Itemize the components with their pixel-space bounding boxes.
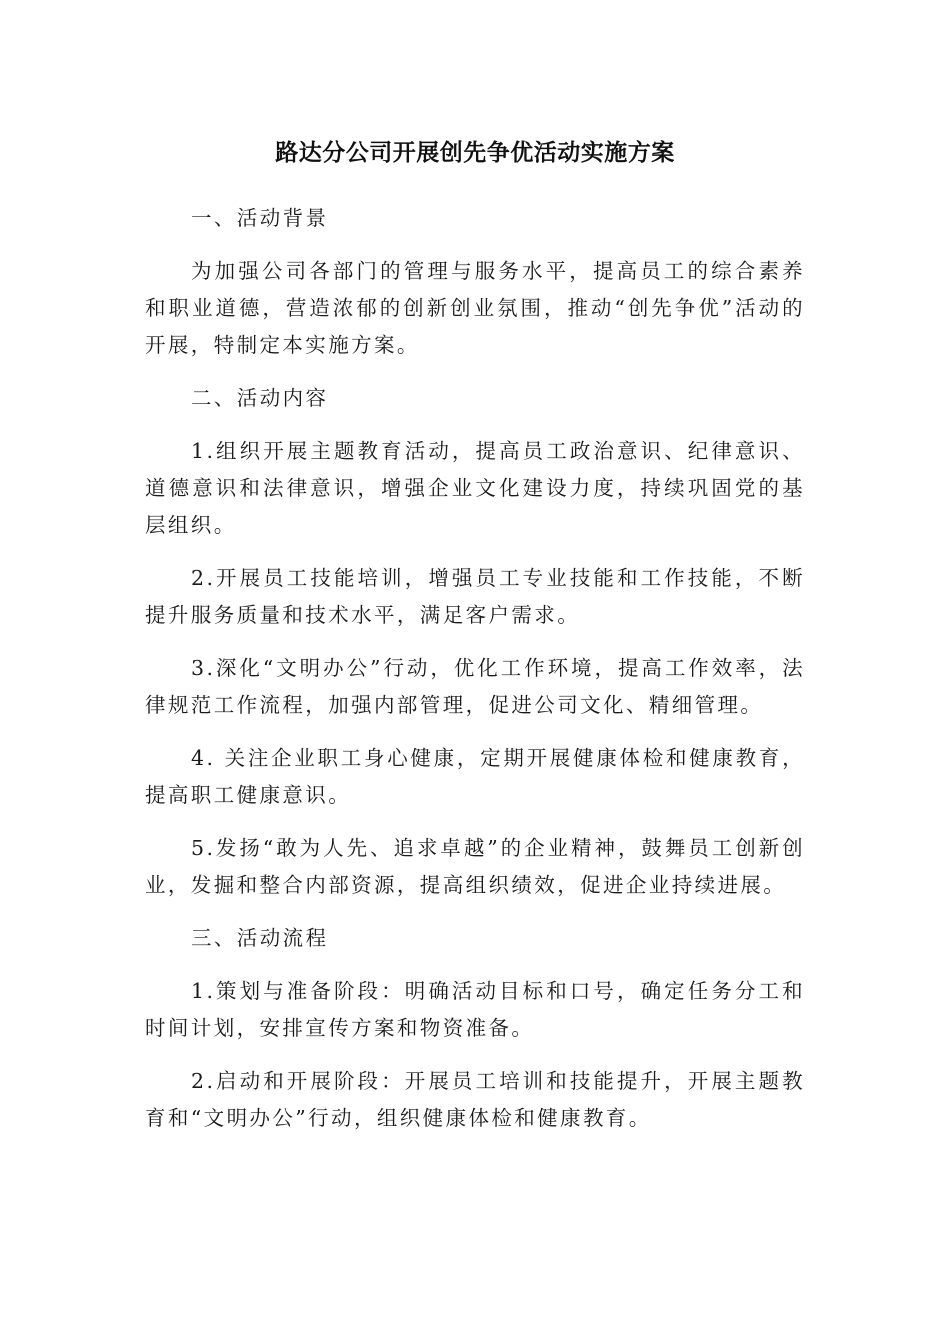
document-title: 路达分公司开展创先争优活动实施方案: [275, 140, 675, 166]
content-item-2: 2.开展员工技能培训，增强员工专业技能和工作技能，不断提升服务质量和技术水平，满足客户需求。: [145, 566, 805, 627]
content-item-3: 3.深化“文明办公”行动，优化工作环境，提高工作效率，法律规范工作流程，加强内部管理，促进公司文化、精细管理。: [145, 656, 805, 717]
section-heading-process: 三、活动流程: [191, 926, 329, 950]
content-item-4: 4. 关注企业职工身心健康，定期开展健康体检和健康教育，提高职工健康意识。: [145, 746, 805, 807]
process-item-1: 1.策划与准备阶段：明确活动目标和口号，确定任务分工和时间计划，安排宣传方案和物资准备。: [145, 979, 805, 1040]
content-item-1: 1.组织开展主题教育活动，提高员工政治意识、纪律意识、道德意识和法律意识，增强企业文化建设力度，持续巩固党的基层组织。: [145, 439, 805, 537]
process-item-2: 2.启动和开展阶段：开展员工培训和技能提升，开展主题教育和“文明办公”行动，组织健康体检和健康教育。: [145, 1069, 805, 1130]
section-heading-background: 一、活动背景: [191, 206, 329, 230]
section-heading-content: 二、活动内容: [191, 386, 329, 410]
document-body: [145, 200, 805, 1153]
paragraph-background: 为加强公司各部门的管理与服务水平，提高员工的综合素养和职业道德，营造浓郁的创新创业氛围，推动“创先争优”活动的开展，特制定本实施方案。: [145, 259, 805, 357]
content-item-5: 5.发扬“敢为人先、追求卓越”的企业精神，鼓舞员工创新创业，发掘和整合内部资源，提高组织绩效，促进企业持续进展。: [145, 836, 805, 897]
